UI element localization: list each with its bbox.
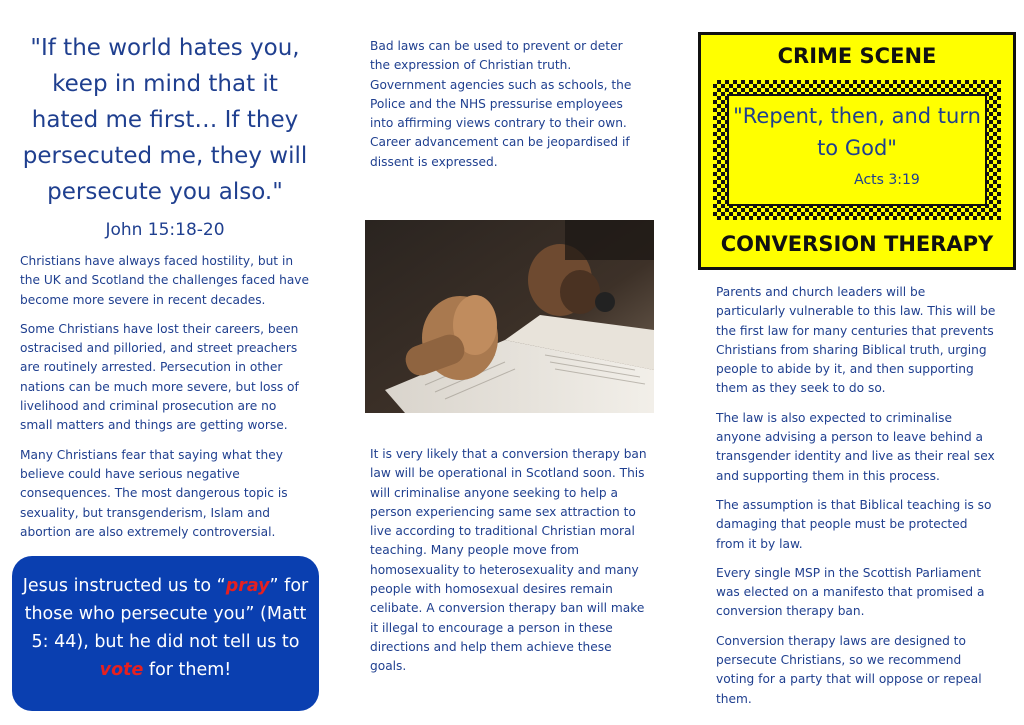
middle-bottom-paragraph: It is very likely that a conversion therapy ban law will be operational in Scotland soon. This will criminalise anyone seeking to help a person experiencing same sex attraction to live according to traditional Christian moral teaching. Many people move from homosexuality to heterosexuality and many people with homosexual desires remain celibate. A conversion therapy ban will make it illegal to encourage a person in these directions and help them achieve these goals. <box>370 447 647 674</box>
callout-vote: vote <box>99 660 144 680</box>
right-paragraph: Conversion therapy laws are designed to persecute Christians, so we recommend voting for a party that will oppose or repeal them. <box>716 633 982 706</box>
left-paragraph: Some Christians have lost their careers, been ostracised and pilloried, and street preachers are routinely arrested. Persecution in other nations can be much more severe, but loss of livelihood and criminal prosecution are no small matters and things are getting worse. <box>20 321 299 433</box>
checkered-tape-border <box>713 80 1001 220</box>
praying-hands-photo <box>365 220 654 413</box>
right-paragraph: The assumption is that Biblical teaching is so damaging that people must be protected from it by law. <box>716 497 992 551</box>
left-paragraph: Many Christians fear that saying what they believe could have serious negative consequences. The most dangerous topic is sexuality, but transgenderism, Islam and abortion are also extremely controversial. <box>20 447 288 539</box>
crime-scene-title: CRIME SCENE <box>777 44 937 68</box>
verse-text: "Repent, then, and turn to God" <box>733 104 981 160</box>
callout-text-3: for them! <box>143 660 232 680</box>
quote-reference: John 15:18-20 <box>105 220 225 240</box>
crime-scene-box <box>698 32 1016 270</box>
left-paragraph: Christians have always faced hostility, but in the UK and Scotland the challenges faced have become more severe in recent decades. <box>20 254 310 307</box>
bible-quote: "If the world hates you, keep in mind that it hated me first… If they persecuted me, they will persecute you also." <box>22 35 308 205</box>
middle-top-block <box>370 37 645 172</box>
callout-pray: pray <box>225 576 270 596</box>
verse-reference: Acts 3:19 <box>854 172 920 188</box>
callout-box <box>12 556 319 711</box>
callout-text-2: ” for those who persecute you” (Matt 5: 44), but he did not tell us to <box>24 576 309 652</box>
callout-text-1: Jesus instructed us to “ <box>22 576 226 596</box>
right-paragraph: Every single MSP in the Scottish Parliament was elected on a manifesto that promised a conversion therapy ban. <box>716 565 985 619</box>
middle-bottom-block <box>370 445 648 677</box>
verse-panel <box>727 94 987 206</box>
left-text-block <box>20 252 312 552</box>
right-paragraph: Parents and church leaders will be particularly vulnerable to this law. This will be the first law for many centuries that prevents Christians from sharing Biblical truth, urging people to abide by it, and then supporting them as they seek to do so. <box>716 285 996 396</box>
conversion-therapy-title: CONVERSION THERAPY <box>720 232 994 256</box>
right-text-block <box>716 283 998 719</box>
right-paragraph: The law is also expected to criminalise anyone advising a person to leave behind a transgender identity and live as their real sex and supporting them in this process. <box>716 410 995 483</box>
middle-top-paragraph: Bad laws can be used to prevent or deter the expression of Christian truth. Government agencies such as schools, the Police and the NHS pressurise employees into affirming views contrary to their own. Career advancement can be jeopardised if dissent is expressed. <box>370 39 632 169</box>
